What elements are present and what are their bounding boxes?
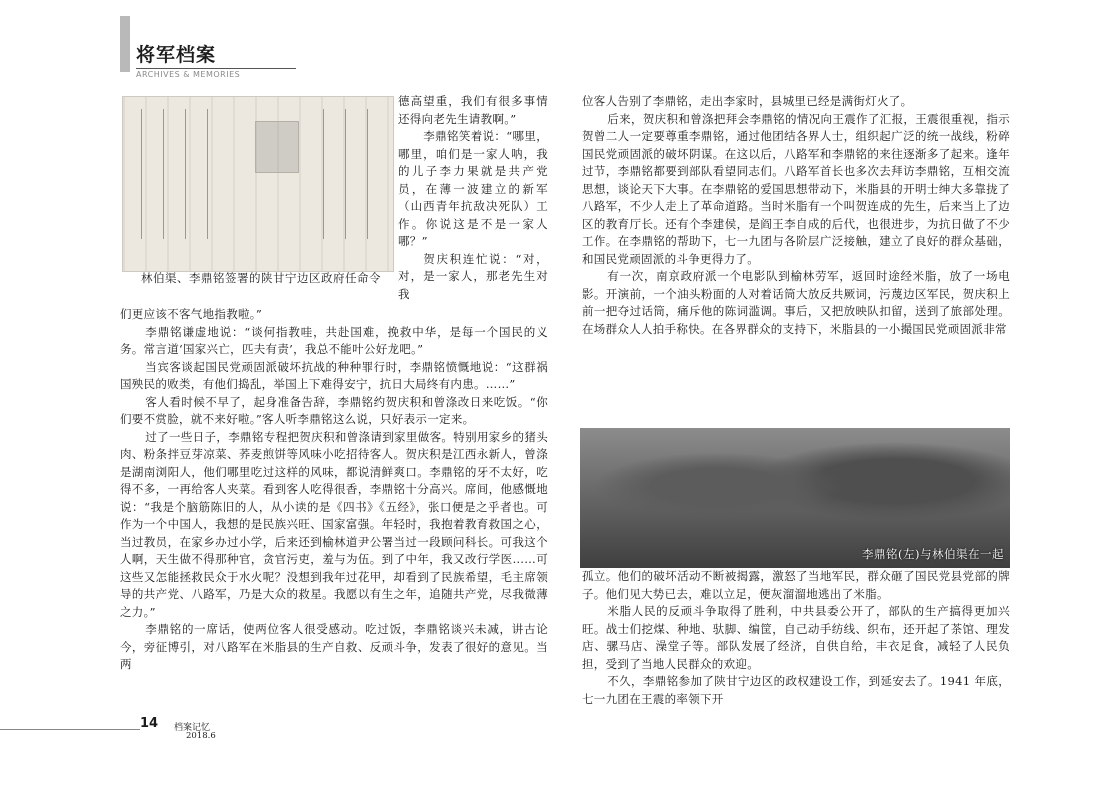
paragraph: 孤立。他们的破坏活动不断被揭露，激怒了当地军民，群众砸了国民党县党部的牌子。他们见大势已去，难以立足，便灰溜溜地逃出了米脂。 bbox=[582, 569, 1010, 601]
paragraph: 不久，李鼎铭参加了陕甘宁边区的政权建设工作，到延安去了。1941 年底，七一九团在王震的率领下开 bbox=[582, 674, 1010, 706]
paragraph: 李鼎铭的一席话，使两位客人很受感动。吃过饭，李鼎铭谈兴未减，讲古论今，旁征博引，对八路军在米脂县的生产自救、反顽斗争，发表了很好的意见。当两 bbox=[120, 622, 548, 671]
official-seal-mark bbox=[255, 121, 299, 173]
appointment-document-photo bbox=[122, 96, 394, 272]
paragraph: 有一次，南京政府派一个电影队到榆林劳军，返回时途经米脂，放了一场电影。开演前，一个油头粉面的人对着话筒大放反共厥词，污蔑边区军民，贺庆积上前一把夺过话筒，痛斥他的陈词滥调。事后，又把放映队扣留，送到了旅部处理。在场群众人人拍手称快。在各界群众的支持下，米脂县的一小撮国民党顽固派非常 bbox=[582, 269, 1010, 336]
issue-date: 2018.6 bbox=[186, 731, 216, 741]
column2-bottom-text bbox=[582, 568, 1010, 710]
photo-caption-portrait: 李鼎铭(左)与林伯渠在一起 bbox=[862, 547, 1004, 561]
column2-top-text bbox=[582, 93, 1010, 423]
column1-main-text bbox=[120, 306, 548, 710]
paragraph: 德高望重，我们有很多事情还得向老先生请教啊。” bbox=[398, 94, 548, 126]
paragraph: 当宾客谈起国民党顽固派破坏抗战的种种罪行时，李鼎铭愤慨地说：“这群祸国殃民的败类，有他们捣乱，举国上下难得安宁，抗日大局终有内患。……” bbox=[120, 359, 548, 391]
footer-rule bbox=[0, 729, 140, 730]
paragraph: 后来，贺庆积和曾涤把拜会李鼎铭的情况向王震作了汇报，王震很重视，指示贺曾二人一定要尊重李鼎铭，通过他团结各界人士，组织起广泛的统一战线，粉碎国民党顽固派的破坏阴谋。在这以后，八路军和李鼎铭的来往逐渐多了起来。逢年过节，李鼎铭都要到部队看望同志们。八路军首长也多次去拜访李鼎铭，互相交流思想，谈论天下大事。在李鼎铭的爱国思想带动下，米脂县的开明士绅大多靠拢了八路军，不少人走上了革命道路。当时米脂有一个叫贺连成的先生，后来当上了边区的教育厅长。还有个李建侯，是阎王李自成的后代，也很进步，为抗日做了不少工作。在李鼎铭的帮助下，七一九团与各阶层广泛接触，建立了良好的群众基础，和国民党顽固派的斗争更得力了。 bbox=[582, 111, 1010, 266]
section-subtitle: ARCHIVES & MEMORIES bbox=[136, 70, 241, 79]
paragraph: 李鼎铭笑着说：“哪里，哪里，咱们是一家人呐，我的儿子李力果就是共产党员，在薄一波建立的新军（山西青年抗敌决死队）工作。你说这是不是一家人哪？” bbox=[398, 129, 548, 248]
paragraph: 过了一些日子，李鼎铭专程把贺庆积和曾涤请到家里做客。特别用家乡的猪头肉、粉条拌豆芽凉菜、荞麦煎饼等风味小吃招待客人。贺庆积是江西永新人，曾涤是湖南浏阳人，他们哪里吃过这样的风味，都说清鲜爽口。李鼎铭的牙不太好，吃得不多，一再给客人夹菜。看到客人吃得很香，李鼎铭十分高兴。席间，他感慨地说：“我是个脑筋陈旧的人，从小读的是《四书》《五经》，张口便是之乎者也。可作为一个中国人，我想的是民族兴旺、国家富强。年轻时，我抱着教育救国之心，当过教员，在家乡办过小学，后来还到榆林道尹公署当过一段顾问科长。可我这个人啊，天生做不得那种官，贪官污吏，羞与为伍。到了中年，我又改行学医……可这些又怎能拯救民众于水火呢？没想到我年过花甲，却看到了民族希望，毛主席领导的共产党、八路军，乃是大众的救星。我愿以有生之年，追随共产党，尽我微薄之力。” bbox=[120, 429, 548, 619]
paragraph: 们更应该不客气地指教啦。” bbox=[120, 307, 263, 321]
magazine-name: 档案记忆 bbox=[174, 723, 211, 733]
paragraph: 位客人告别了李鼎铭，走出李家时，县城里已经是满街灯火了。 bbox=[582, 94, 913, 108]
photo-caption-document: 林伯渠、李鼎铭签署的陕甘宁边区政府任命令 bbox=[141, 271, 381, 285]
paragraph: 贺庆积连忙说：“对，对，是一家人，那老先生对我 bbox=[398, 251, 548, 301]
paragraph: 客人看时候不早了，起身准备告辞，李鼎铭约贺庆积和曾涤改日来吃饭。“你们要不赏脸，就不来好啦。”客人听李鼎铭这么说，只好表示一定来。 bbox=[120, 394, 548, 426]
page-number: 14 bbox=[140, 716, 159, 731]
header-side-bar bbox=[120, 16, 130, 72]
column1-beside-image bbox=[398, 93, 548, 311]
section-title: 将军档案 bbox=[136, 44, 217, 66]
header-rule bbox=[136, 68, 296, 69]
paragraph: 米脂人民的反顽斗争取得了胜利，中共县委公开了，部队的生产搞得更加兴旺。战士们挖煤、种地、驮脚、编筐，自己动手纺线、织布，还开起了茶馆、理发店、骡马店、澡堂子等。部队发展了经济，自供自给，丰衣足食，减轻了人民负担，受到了当地人民群众的欢迎。 bbox=[582, 604, 1010, 671]
paragraph: 李鼎铭谦虚地说：“谈何指教哇，共赴国难，挽救中华，是每一个国民的义务。常言道‘国家兴亡，匹夫有责’，我总不能叶公好龙吧。” bbox=[120, 324, 548, 356]
portrait-photo bbox=[580, 428, 1010, 568]
